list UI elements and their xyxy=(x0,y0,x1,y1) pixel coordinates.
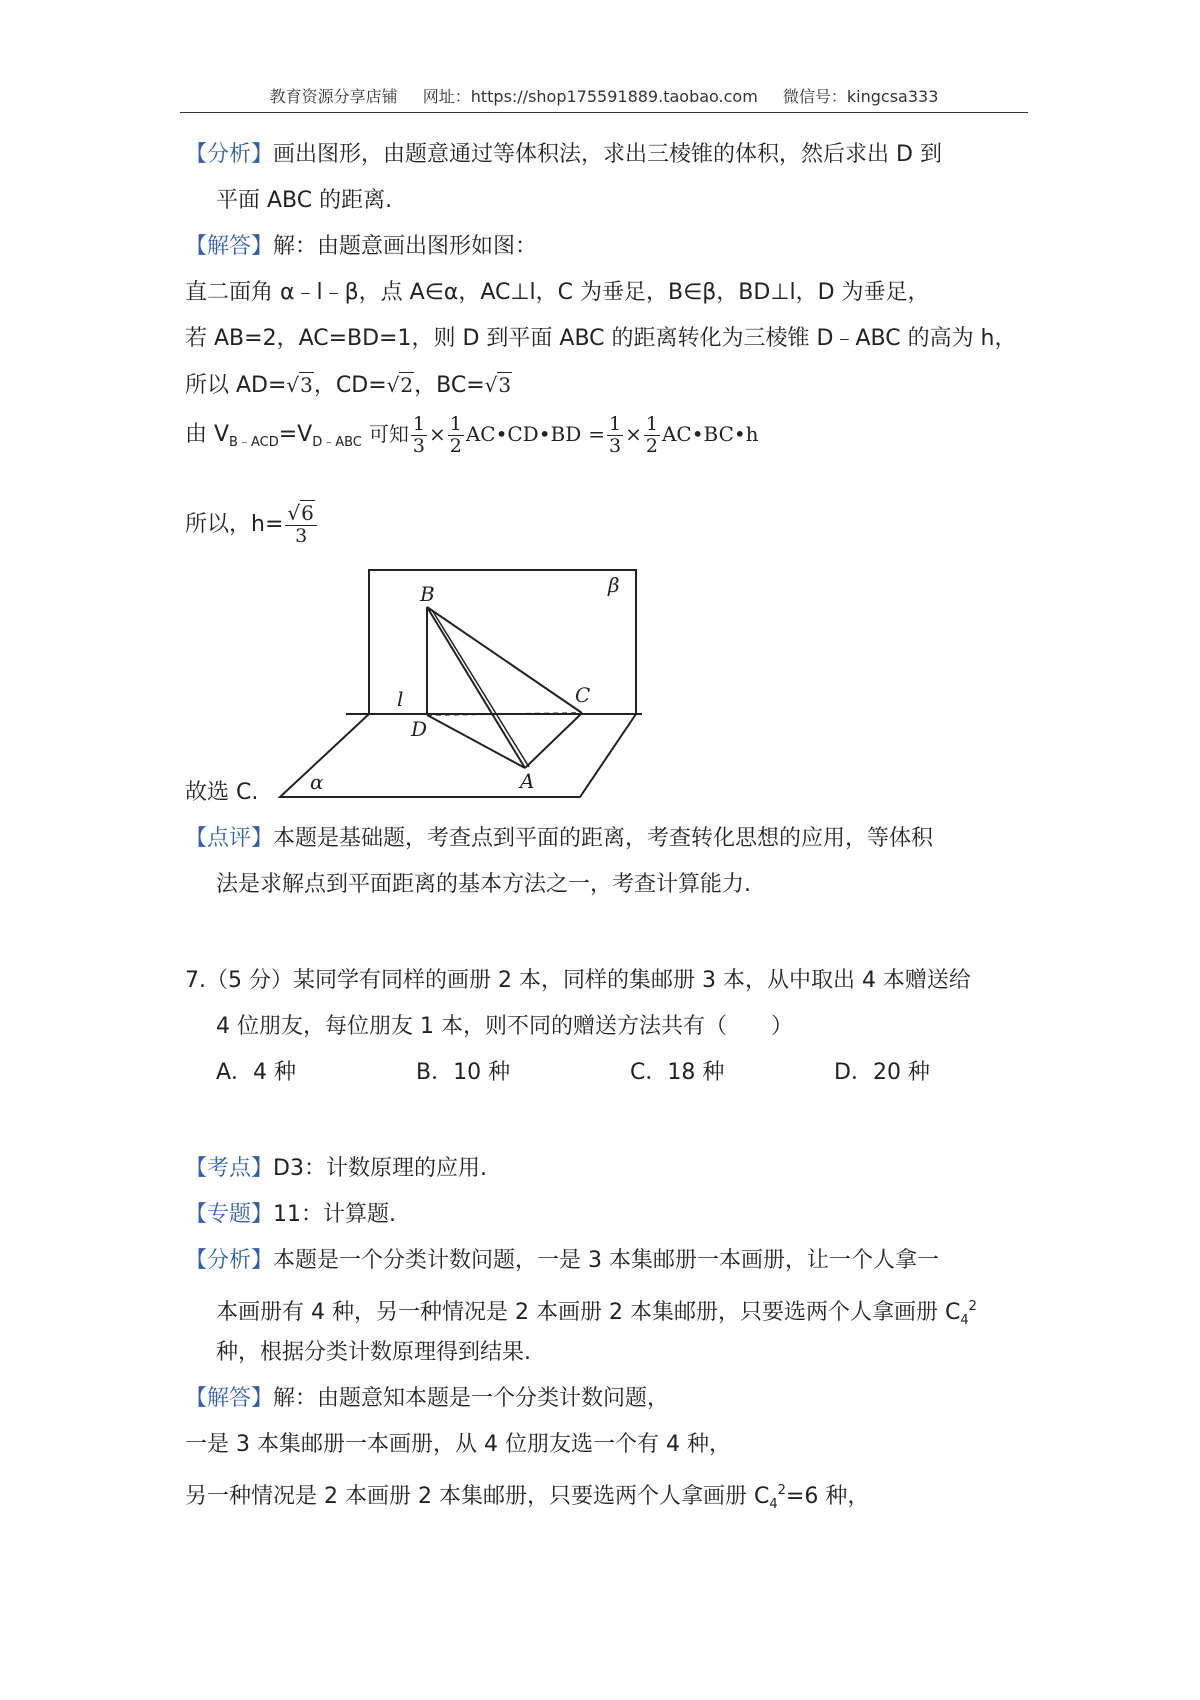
comment-tag: 【点评】 xyxy=(185,826,274,851)
solution-tag: 【解答】 xyxy=(185,234,274,259)
q7-zhuanti: 【专题】11：计算题. xyxy=(185,1202,397,1227)
edge-ca xyxy=(525,713,582,768)
comment-line-1: 【点评】本题是基础题，考查点到平面的距离，考查转化思想的应用，等体积 xyxy=(185,826,934,851)
fraction-1-2: $\frac{1}{2}$ xyxy=(449,412,462,457)
label-l: l xyxy=(397,687,404,711)
q7-analysis-3: 种，根据分类计数原理得到结果. xyxy=(216,1340,531,1365)
plane-beta xyxy=(369,570,636,714)
solution-lengths: 所以 AD=√3，CD=√2，BC=√3 xyxy=(185,373,512,398)
q7-solution-1: 【解答】解：由题意知本题是一个分类计数问题， xyxy=(185,1386,670,1411)
header-shop: 教育资源分享店铺 xyxy=(269,87,398,106)
comment-line-2: 法是求解点到平面距离的基本方法之一，考查计算能力. xyxy=(216,872,751,897)
fraction-1-2-b: $\frac{1}{2}$ xyxy=(645,412,658,457)
choose-answer: 故选 C. xyxy=(185,780,259,805)
fraction-sqrt6-3: $\frac{√6}{3}$ xyxy=(285,503,316,547)
label-alpha: α xyxy=(310,770,324,794)
kaodian-tag: 【考点】 xyxy=(185,1156,274,1181)
q7-analysis-1: 【分析】本题是一个分类计数问题，一是 3 本集邮册一本画册，让一个人拿一 xyxy=(185,1248,940,1273)
q7-stem-2: 4 位朋友，每位朋友 1 本，则不同的赠送方法共有（ ） xyxy=(216,1014,793,1039)
q7-solution-tag: 【解答】 xyxy=(185,1386,274,1411)
label-c: C xyxy=(575,683,591,707)
q7-option-a: A．4 种 xyxy=(216,1060,297,1085)
label-beta: β xyxy=(608,573,620,597)
edge-da xyxy=(427,715,525,768)
page-header xyxy=(180,84,1028,107)
sqrt-cd: √2 xyxy=(386,373,414,397)
plane-alpha xyxy=(280,714,636,797)
q7-option-b: B．10 种 xyxy=(416,1060,511,1085)
q7-analysis-tag: 【分析】 xyxy=(185,1248,274,1273)
volume-equation: 由 $V_{B﹣ACD}=V_{D﹣ABC}$ 可知 $\frac{1}{3}$ × $\frac{1}{2}$ AC•CD•BD = $\frac{1}{3}$ × $\frac{1}{2}$ AC•BC•h xyxy=(185,412,759,457)
dihedral-figure xyxy=(270,560,650,805)
label-d: D xyxy=(411,717,428,741)
label-b: B xyxy=(420,582,435,606)
header-wechat: 微信号：kingcsa333 xyxy=(782,87,939,106)
solution-line-b: 若 AB=2，AC=BD=1，则 D 到平面 ABC 的距离转化为三棱锥 D﹣ABC 的高为 h， xyxy=(185,326,1017,351)
header-url: 网址：https://shop175591889.taobao.com xyxy=(422,87,758,106)
q7-stem-1: 7.（5 分）某同学有同样的画册 2 本，同样的集邮册 3 本，从中取出 4 本赠送给 xyxy=(185,968,971,993)
q7-option-d: D．20 种 xyxy=(834,1060,930,1085)
q7-kaodian: 【考点】D3：计数原理的应用. xyxy=(185,1156,487,1181)
analysis-tag: 【分析】 xyxy=(185,142,274,167)
header-divider xyxy=(180,112,1028,113)
solution-line-1: 【解答】解：由题意画出图形如图： xyxy=(185,234,538,259)
label-a: A xyxy=(520,769,535,793)
q7-solution-3: 另一种情况是 2 本画册 2 本集邮册，只要选两个人拿画册 $C_4^2=6$ 种， xyxy=(185,1483,870,1512)
h-result: 所以，h= $\frac{√6}{3}$ xyxy=(185,500,319,550)
fraction-1-3: $\frac{1}{3}$ xyxy=(412,412,425,457)
q7-solution-2: 一是 3 本集邮册一本画册，从 4 位朋友选一个有 4 种， xyxy=(185,1432,731,1457)
sqrt-ad: √3 xyxy=(286,373,313,397)
fraction-1-3-b: $\frac{1}{3}$ xyxy=(609,412,622,457)
zhuanti-tag: 【专题】 xyxy=(185,1202,274,1227)
analysis-line-2: 平面 ABC 的距离. xyxy=(216,188,393,213)
solution-line-a: 直二面角 α﹣l﹣β，点 A∈α，AC⊥l，C 为垂足，B∈β，BD⊥l，D 为垂足， xyxy=(185,280,930,305)
edge-bc xyxy=(427,607,582,713)
sqrt-bc: √3 xyxy=(484,373,512,397)
edge-ba xyxy=(427,607,525,768)
analysis-line-1: 【分析】画出图形，由题意通过等体积法，求出三棱锥的体积，然后求出 D 到 xyxy=(185,142,942,167)
q7-analysis-2: 本画册有 4 种，另一种情况是 2 本画册 2 本集邮册，只要选两个人拿画册 $C_4^2$ xyxy=(216,1299,977,1328)
q7-option-c: C．18 种 xyxy=(630,1060,725,1085)
